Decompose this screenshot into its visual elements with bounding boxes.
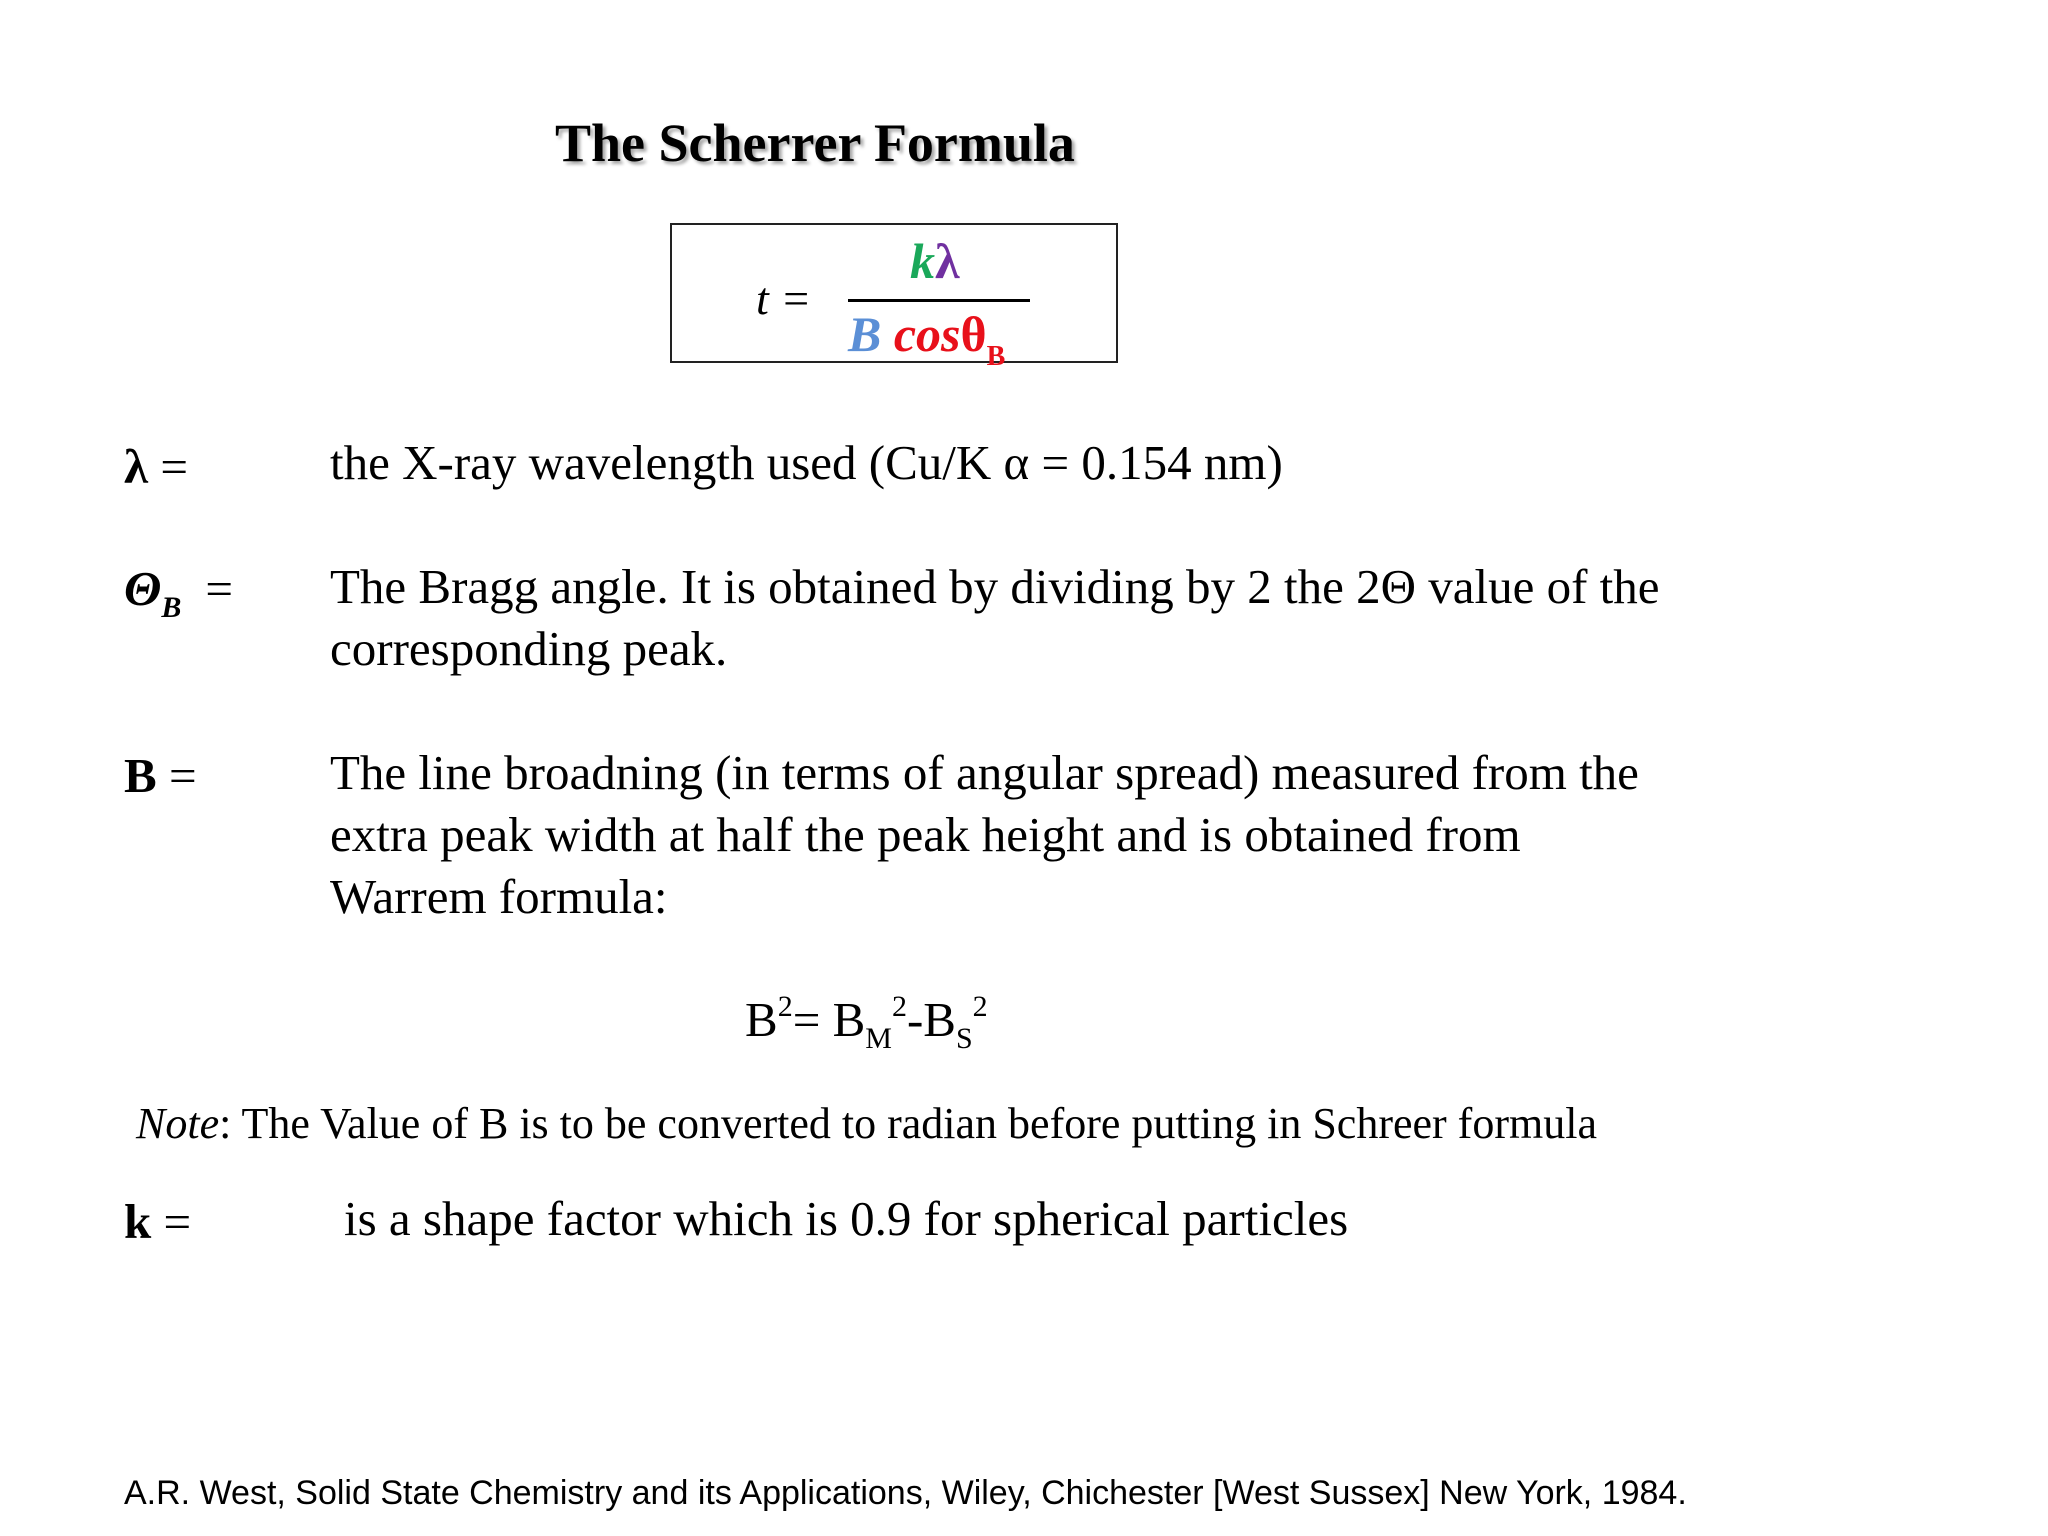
formula-theta: θ [960,306,987,362]
theta-symbol: Θ [124,561,162,616]
formula-b: B [848,306,882,362]
formula-lambda: λ [935,233,960,289]
broadening-definition-line1: The line broadning (in terms of angular spread) measured from the [330,745,1639,800]
lambda-definition: the X-ray wavelength used (Cu/K α = 0.154 nm) [330,435,1283,490]
note-label: Note [136,1099,220,1148]
warren-eq: = B [792,992,866,1047]
theta-equals: = [205,561,234,616]
note-text: : The Value of B is to be converted to radian before putting in Schreer formula [219,1099,1597,1148]
broadening-equals: = [168,748,197,803]
warren-exp-m: 2 [891,990,907,1023]
theta-definition [330,556,1660,680]
fraction-bar [848,299,1030,302]
warren-minus-b: -B [906,992,956,1047]
theta-subscript: B [161,591,182,624]
formula-cos: cos [893,306,961,362]
lambda-symbol: λ [124,439,149,494]
shape-factor-definition: is a shape factor which is 0.9 for spherical particles [344,1191,1349,1246]
theta-definition-line2: corresponding peak. [330,621,728,676]
theta-definition-line1: The Bragg angle. It is obtained by dividing by 2 the 2Θ value of the [330,559,1660,614]
broadening-label [124,747,197,804]
slide-title: The Scherrer Formula [555,113,1075,173]
shape-factor-symbol: k [124,1194,152,1249]
warren-b-exp: 2 [777,990,793,1023]
warren-sub-s: S [955,1022,973,1055]
lambda-label [124,438,188,495]
formula-denominator [848,305,1005,373]
formula-k: k [910,233,935,289]
theta-label [124,560,233,625]
warren-b: B [745,992,778,1047]
lambda-equals: = [160,439,188,494]
citation: A.R. West, Solid State Chemistry and its Applications, Wiley, Chichester [West Sussex] New York, 1984. [124,1474,1687,1512]
formula-theta-sub: B [986,341,1006,372]
broadening-definition-line2: extra peak width at half the peak height and is obtained from [330,807,1521,862]
note [136,1098,1597,1149]
broadening-symbol: B [124,748,157,803]
warren-formula [745,990,988,1056]
formula-lhs: t = [756,273,812,324]
warren-sub-m: M [865,1022,892,1055]
broadening-definition [330,742,1639,928]
formula-numerator [910,232,960,290]
shape-factor-equals: = [163,1194,192,1249]
warren-exp-s: 2 [972,990,988,1023]
broadening-definition-line3: Warrem formula: [330,869,668,924]
shape-factor-label [124,1193,191,1250]
